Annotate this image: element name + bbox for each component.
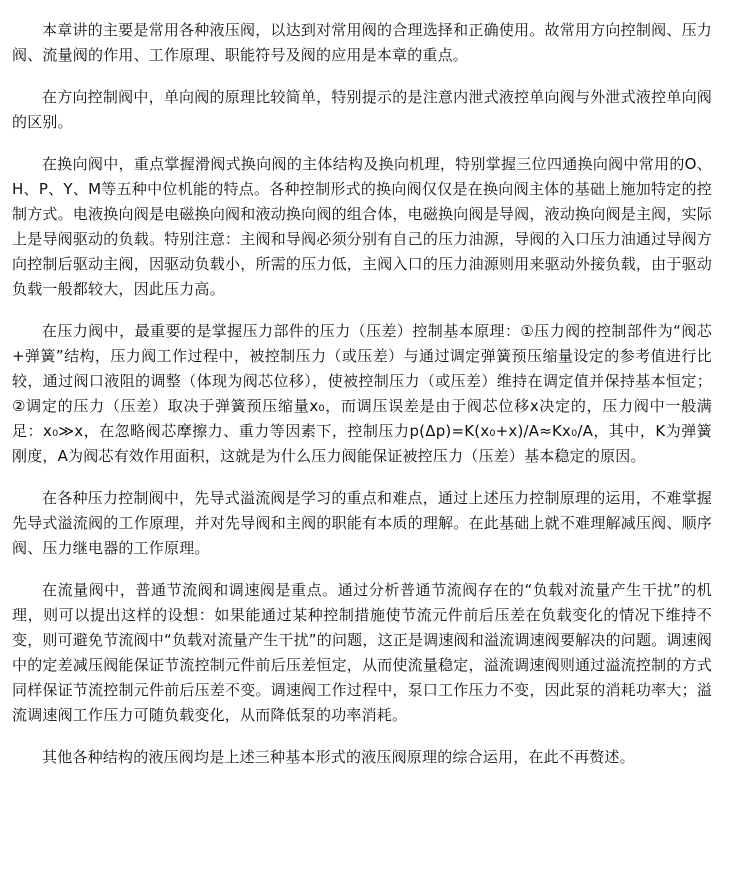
paragraph-pressure-valve <box>12 319 712 469</box>
paragraph-flow-valve-text: 在流量阀中，普通节流阀和调速阀是重点。通过分析普通节流阀存在的“负载对流量产生干扰”的机理，则可以提出这样的设想：如果能通过某种控制措施使节流元件前后压差在负载变化的情况下维持不变，则可避免节流阀中“负载对流量产生干扰”的问题，这正是调速阀和溢流调速阀要解决的问题。调速阀中的定差减压阀能保证节流控制元件前后压差恒定，从而使流量稳定，溢流调速阀则通过溢流控制的方式同样保证节流控制元件前后压差不变。调速阀工作过程中，泵口工作压力不变，因此泵的消耗功率大；溢流调速阀工作压力可随负载变化，从而降低泵的功率消耗。 <box>12 581 712 724</box>
paragraph-flow-valve <box>12 578 712 728</box>
paragraph-relief-valve-text: 在各种压力控制阀中，先导式溢流阀是学习的重点和难点，通过上述压力控制原理的运用，不难掌握先导式溢流阀的工作原理，并对先导阀和主阀的职能有本质的理解。在此基础上就不难理解减压阀、顺序阀、压力继电器的工作原理。 <box>12 489 712 557</box>
paragraph-conclusion-text: 其他各种结构的液压阀均是上述三种基本形式的液压阀原理的综合运用，在此不再赘述。 <box>42 748 635 766</box>
paragraph-directional-valve <box>12 85 712 135</box>
paragraph-relief-valve <box>12 486 712 561</box>
document-body <box>12 18 712 787</box>
paragraph-conclusion <box>12 745 712 770</box>
paragraph-intro-text: 本章讲的主要是常用各种液压阀，以达到对常用阀的合理选择和正确使用。故常用方向控制阀、压力阀、流量阀的作用、工作原理、职能符号及阀的应用是本章的重点。 <box>12 21 712 64</box>
paragraph-pressure-valve-text: 在压力阀中，最重要的是掌握压力部件的压力（压差）控制基本原理：①压力阀的控制部件为“阀芯+弹簧”结构，压力阀工作过程中，被控制压力（或压差）与通过调定弹簧预压缩量设定的参考值进行比较，通过阀口液阻的调整（体现为阀芯位移），使被控制压力（或压差）维持在调定值并保持基本恒定；②调定的压力（压差）取决于弹簧预压缩量x₀，而调压误差是由于阀芯位移x决定的，压力阀中一般满足：x₀≫x，在忽略阀芯摩擦力、重力等因素下，控制压力p(Δp)=K(x₀+x)/A≈Kx₀/A，其中，K为弹簧刚度，A为阀芯有效作用面积，这就是为什么压力阀能保证被控压力（压差）基本稳定的原因。 <box>12 322 712 465</box>
paragraph-directional-valve-text: 在方向控制阀中，单向阀的原理比较简单，特别提示的是注意内泄式液控单向阀与外泄式液控单向阀的区别。 <box>12 88 712 131</box>
paragraph-reversing-valve-text: 在换向阀中，重点掌握滑阀式换向阀的主体结构及换向机理，特别掌握三位四通换向阀中常用的O、H、P、Y、M等五种中位机能的特点。各种控制形式的换向阀仅仅是在换向阀主体的基础上施加特定的控制方式。电液换向阀是电磁换向阀和液动换向阀的组合体，电磁换向阀是导阀，液动换向阀是主阀，实际上是导阀驱动的负载。特别注意：主阀和导阀必须分别有自己的压力油源，导阀的入口压力油通过导阀方向控制后驱动主阀，因驱动负载小，所需的压力低，主阀入口的压力油源则用来驱动外接负载，由于驱动负载一般都较大，因此压力高。 <box>12 155 712 298</box>
paragraph-intro <box>12 18 712 68</box>
paragraph-reversing-valve <box>12 152 712 302</box>
